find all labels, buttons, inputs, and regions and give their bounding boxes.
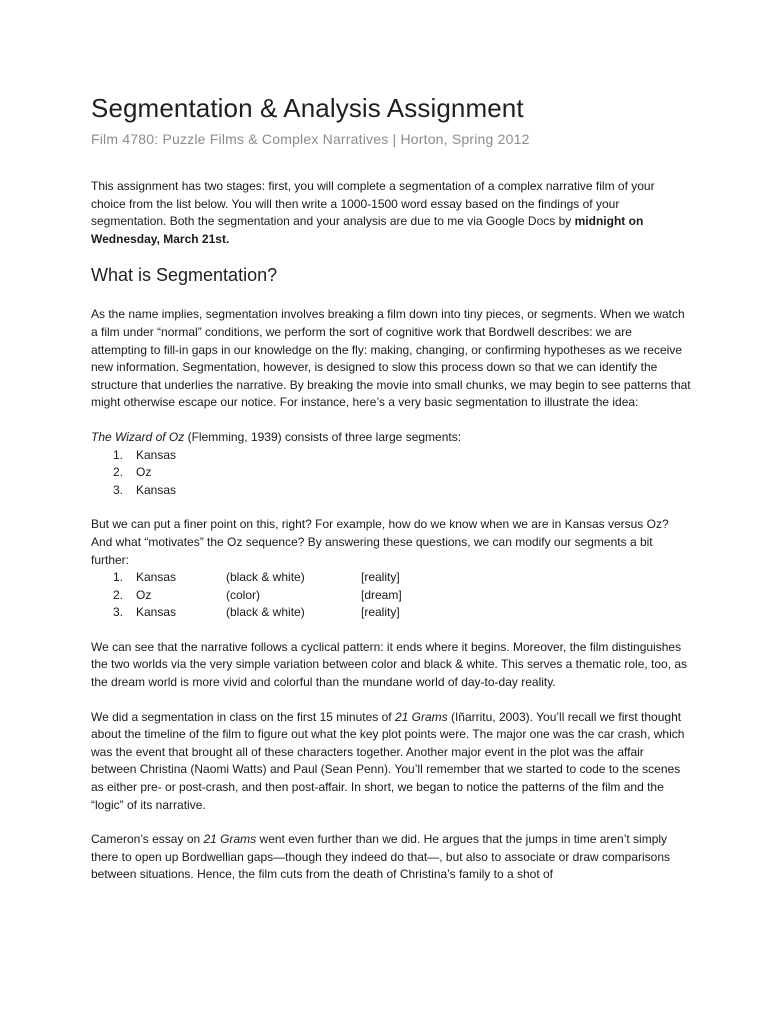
list-item bbox=[91, 482, 691, 500]
list-number: 2. bbox=[113, 465, 124, 480]
film-title-21-grams: 21 Grams bbox=[394, 709, 448, 724]
segment-mode: [dream] bbox=[361, 587, 402, 602]
para5-text-b: went even further than we did. He argues that the jumps in time aren’t simply there to open up Bordwellian gaps—though they indeed do that—, but also to associate or draw comparisons between situations. Hence, the film cuts from the death of Christina’s family to a shot of bbox=[91, 832, 671, 882]
page-title: Segmentation & Analysis Assignment bbox=[91, 93, 524, 123]
segment-look: (black & white) bbox=[226, 570, 305, 585]
list-item bbox=[91, 604, 691, 622]
cameron-essay-paragraph bbox=[91, 831, 691, 884]
list-label: Kansas bbox=[136, 447, 177, 462]
segment-label: Kansas bbox=[136, 570, 177, 585]
segment-look: (black & white) bbox=[226, 605, 305, 620]
refine-paragraph: But we can put a finer point on this, right? For example, how do we know when we are in Kansas versus Oz? And what “motivates” the Oz sequence? By answering these questions, we can modify our segments a bit further: bbox=[91, 517, 669, 567]
list-item bbox=[91, 447, 691, 465]
oz-intro-paragraph bbox=[91, 429, 691, 447]
film-title-21-grams: 21 Grams bbox=[203, 832, 257, 847]
list-label: Kansas bbox=[136, 482, 177, 497]
segment-list-detailed bbox=[91, 569, 691, 622]
para4-text-a: We did a segmentation in class on the first 15 minutes of bbox=[91, 709, 395, 724]
segment-mode: [reality] bbox=[361, 605, 400, 620]
cyclical-paragraph: We can see that the narrative follows a cyclical pattern: it ends where it begins. Moreover, the film distinguishes the two worlds via the very simple variation between color and black & white. This serves a thematic role, too, as the dream world is more vivid and colorful than the mundane world of day-to-day reality. bbox=[91, 639, 688, 690]
segment-label: Oz bbox=[136, 587, 152, 602]
list-item bbox=[91, 569, 691, 587]
segment-look: (color) bbox=[226, 587, 261, 602]
list-number: 1. bbox=[113, 447, 124, 462]
intro-paragraph bbox=[91, 178, 691, 248]
oz-film-title: The Wizard of Oz bbox=[91, 429, 185, 444]
intro-text: This assignment has two stages: first, you will complete a segmentation of a complex narrative film of your choice from the list below. You will then write a 1000-1500 word essay based on the findings of your segmentation. Both the segmentation and your analysis are due to me via Google Docs by bbox=[91, 179, 655, 229]
list-item bbox=[91, 587, 691, 605]
para5-text-a: Cameron’s essay on bbox=[91, 832, 204, 847]
list-label: Oz bbox=[136, 465, 152, 480]
section-heading: What is Segmentation? bbox=[91, 265, 278, 286]
list-item bbox=[91, 464, 691, 482]
segmentation-paragraph: As the name implies, segmentation involves breaking a film down into tiny pieces, or segments. When we watch a film under “normal” conditions, we perform the sort of cognitive work that Bordwell describes: we are attempting to fill-in gaps in our knowledge on the fly: making, changing, or confirming hypotheses as we receive new information. Segmentation, however, is designed to slow this process down so that we can identify the structure that underlies the narrative. By breaking the movie into small chunks, we may begin to see patterns that might otherwise escape our notice. For instance, here’s a very basic segmentation to illustrate the idea: bbox=[91, 307, 691, 410]
oz-intro-text: (Flemming, 1939) consists of three large segments: bbox=[184, 429, 462, 444]
list-number: 3. bbox=[113, 482, 124, 497]
list-number: 2. bbox=[113, 587, 124, 602]
segment-mode: [reality] bbox=[361, 570, 400, 585]
segment-list-basic bbox=[91, 447, 691, 500]
segment-label: Kansas bbox=[136, 605, 177, 620]
page-subtitle: Film 4780: Puzzle Films & Complex Narratives | Horton, Spring 2012 bbox=[91, 131, 530, 147]
document-page bbox=[91, 92, 691, 884]
list-number: 3. bbox=[113, 605, 124, 620]
para4-text-b: (Iñarritu, 2003). You’ll recall we first thought about the timeline of the film to figure out what the key plot points were. The major one was the car crash, which was the event that brought all of these characters together. Another major event in the plot was the affair between Christina (Naomi Watts) and Paul (Sean Penn). You’ll remember that we started to code to the scenes as either pre- or post-crash, and then post-affair. In short, we began to notice the patterns of the film and the “logic” of its narrative. bbox=[91, 709, 685, 812]
intro-deadline: midnight on Wednesday, March 21st. bbox=[91, 214, 644, 246]
list-number: 1. bbox=[113, 570, 124, 585]
class-segmentation-paragraph bbox=[91, 709, 691, 815]
